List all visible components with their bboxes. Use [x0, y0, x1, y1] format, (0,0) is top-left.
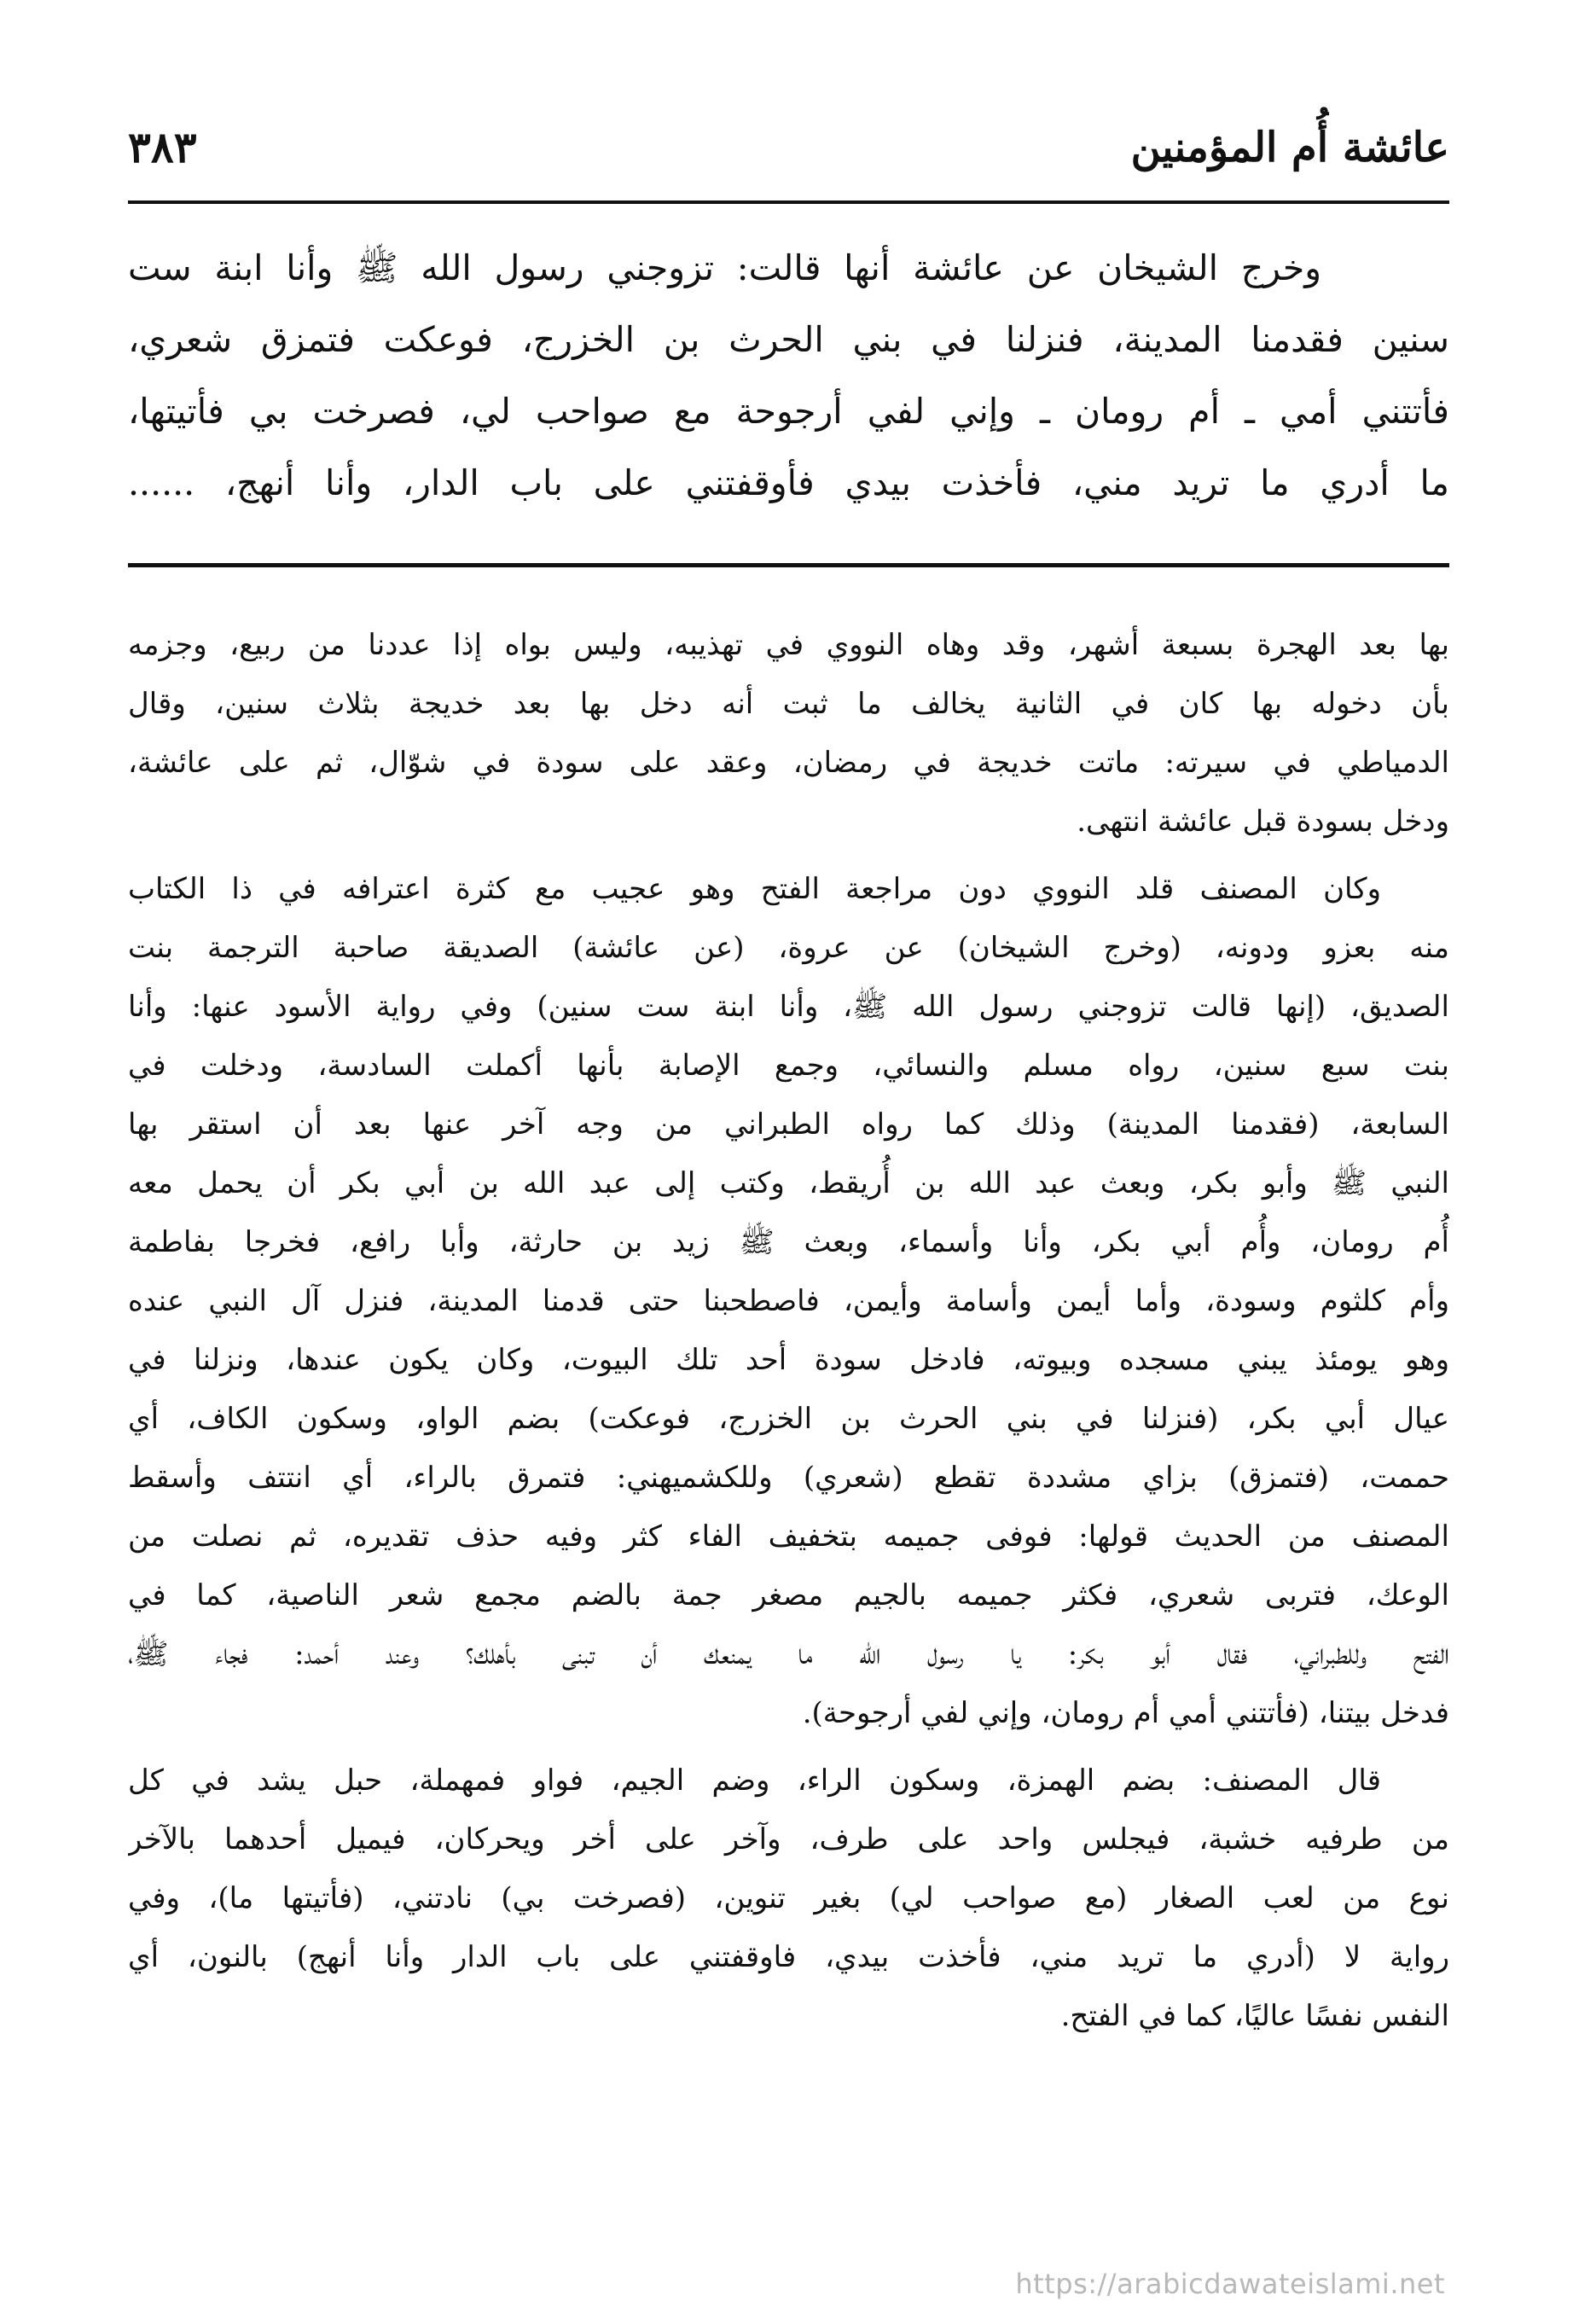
hadith-line: وخرج الشيخان عن عائشة أنها قالت: تزوجني رسول الله ﷺ وأنا ابنة ست [128, 247, 1321, 288]
hadith-line: سنين فقدمنا المدينة، فنزلنا في بني الحرث بن الخزرج، فوعكت فتمزق شعري، [128, 319, 1449, 360]
commentary-paragraph [128, 860, 1449, 1743]
header-divider [128, 200, 1449, 204]
commentary-line: من طرفيه خشبة، فيجلس واحد على طرف، وآخر على أخر ويحركان، فيميل أحدهما بالآخر [128, 1822, 1449, 1856]
commentary-line: حممت، (فتمزق) بزاي مشددة تقطع (شعري) وللكشميهني: فتمرق بالراء، أي انتتف وأسقط [128, 1461, 1449, 1495]
commentary-line: بها بعد الهجرة بسبعة أشهر، وقد وهاه النووي في تهذيبه، وليس بواه إذا عددنا من ربيع، وجزمه [128, 628, 1449, 662]
hadith-text [128, 232, 1449, 519]
page-header [128, 109, 1449, 186]
commentary-line: منه بعزو ودونه، (وخرج الشيخان) عن عروة، (عن عائشة) الصديقة صاحبة الترجمة بنت [128, 931, 1449, 965]
commentary [128, 616, 1449, 2053]
commentary-line: وكان المصنف قلد النووي دون مراجعة الفتح وهو عجيب مع كثرة اعترافه في ذا الكتاب [128, 872, 1381, 906]
commentary-line: الفتح وللطبراني، فقال أبو بكر: يا رسول الله ما يمنعك أن تبنى بأهلك؟ وعند أحمد: فجاء ﷺ، [128, 1637, 1449, 1671]
commentary-line: وهو يومئذ يبني مسجده وبيوته، فادخل سودة أحد تلك البيوت، وكان يكون عندها، ونزلنا في [128, 1343, 1449, 1377]
commentary-line: عيال أبي بكر، (فنزلنا في بني الحرث بن الخزرج، فوعكت) بضم الواو، وسكون الكاف، أي [128, 1402, 1449, 1436]
hadith-line: ما أدري ما تريد مني، فأخذت بيدي فأوقفتني على باب الدار، وأنا أنهج، ...... [128, 462, 1449, 503]
watermark-url: https://arabicdawateislami.net [1015, 2268, 1445, 2300]
commentary-line: فدخل بيتنا، (فأتتني أمي أم رومان، وإني لفي أرجوحة). [802, 1696, 1449, 1730]
text-divider [128, 563, 1449, 567]
commentary-line: قال المصنف: بضم الهمزة، وسكون الراء، وضم الجيم، فواو فمهملة، حبل يشد في كل [128, 1763, 1381, 1798]
commentary-line: المصنف من الحديث قولها: فوفى جميمه بتخفيف الفاء كثر وفيه حذف تقديره، ثم نصلت من [128, 1519, 1449, 1554]
commentary-paragraph [128, 1752, 1449, 2046]
commentary-line: الصديق، (إنها قالت تزوجني رسول الله ﷺ، وأنا ابنة ست سنين) وفي رواية الأسود عنها: وأنا [128, 990, 1449, 1024]
commentary-line: النبي ﷺ وأبو بكر، وبعث عبد الله بن أُريقط، وكتب إلى عبد الله بن أبي بكر أن يحمل معه [128, 1166, 1449, 1200]
commentary-line: السابعة، (فقدمنا المدينة) وذلك كما رواه الطبراني من وجه آخر عنها بعد أن استقر بها [128, 1107, 1449, 1142]
hadith-line: فأتتني أمي ـ أم رومان ـ وإني لفي أرجوحة مع صواحب لي، فصرخت بي فأتيتها، [128, 391, 1449, 432]
commentary-line: بنت سبع سنين، رواه مسلم والنسائي، وجمع الإصابة بأنها أكملت السادسة، ودخلت في [128, 1049, 1449, 1083]
commentary-line: نوع من لعب الصغار (مع صواحب لي) بغير تنوين، (فصرخت بي) نادتني، (فأتيتها ما)، وفي [128, 1881, 1449, 1915]
running-title: عائشة أُم المؤمنين [1130, 124, 1449, 171]
commentary-line: وأم كلثوم وسودة، وأما أيمن وأسامة وأيمن، فاصطحبنا حتى قدمنا المدينة، فنزل آل النبي عنده [128, 1284, 1449, 1318]
page-number: ٣٨٣ [128, 122, 197, 172]
commentary-line: الدمياطي في سيرته: ماتت خديجة في رمضان، وعقد على سودة في شوّال، ثم على عائشة، [128, 746, 1449, 780]
commentary-line: أُم رومان، وأُم أبي بكر، وأنا وأسماء، وبعث ﷺ زيد بن حارثة، وأبا رافع، فخرجا بفاطمة [128, 1225, 1449, 1259]
commentary-paragraph [128, 616, 1449, 851]
commentary-line: النفس نفسًا عاليًا، كما في الفتح. [1060, 1999, 1449, 2033]
commentary-line: رواية لا (أدري ما تريد مني، فأخذت بيدي، فاوقفتني على باب الدار وأنا أنهج) بالنون، أي [128, 1940, 1449, 1974]
commentary-line: بأن دخوله بها كان في الثانية يخالف ما ثبت أنه دخل بها بعد خديجة بثلاث سنين، وقال [128, 687, 1449, 721]
commentary-line: ودخل بسودة قبل عائشة انتهى. [1077, 805, 1449, 839]
commentary-line: الوعك، فتربى شعري، فكثر جميمه بالجيم مصغر جمة بالضم مجمع شعر الناصية، كما في [128, 1578, 1449, 1612]
